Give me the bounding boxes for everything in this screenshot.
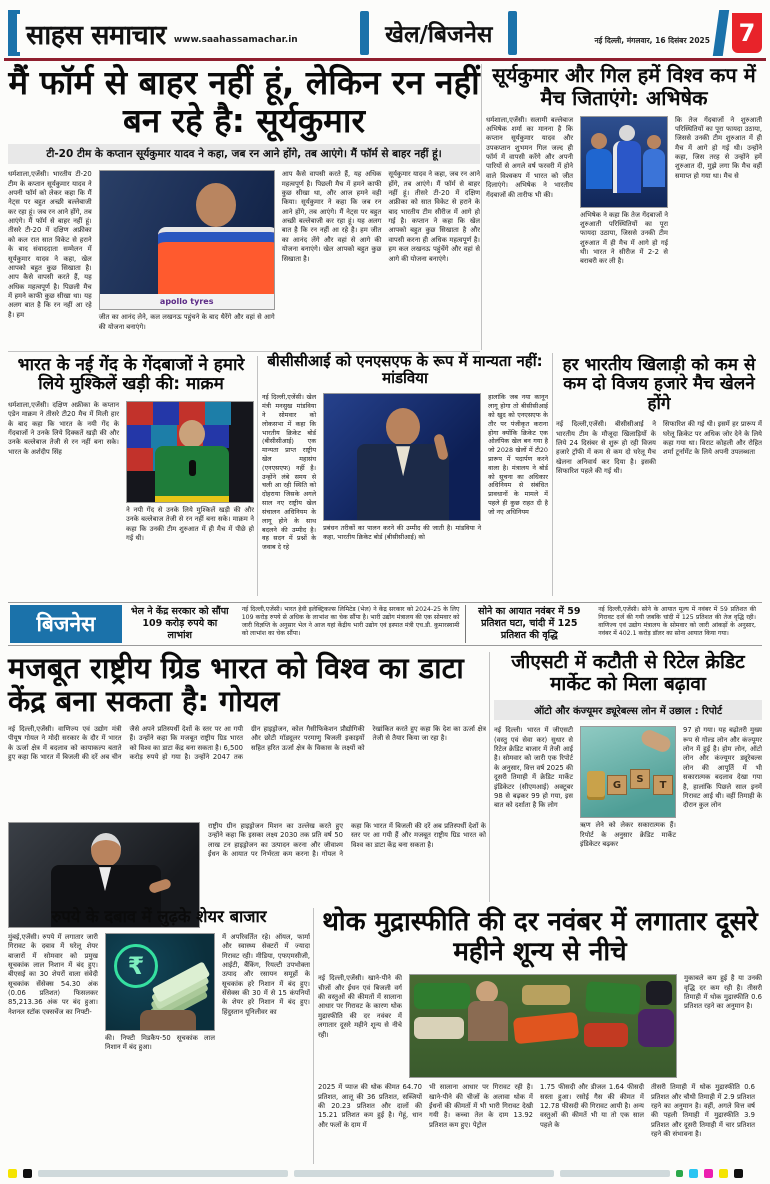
website-url: www.saahassamachar.in — [173, 35, 298, 45]
markram-headline: भारत के नई गेंद के गेंदबाजों ने हमारे लिये मुश्किलें खड़ी की: माक्रम — [17, 355, 245, 395]
dateline: नई दिल्ली, मंगलवार, 16 दिसंबर 2025 — [594, 36, 710, 45]
wpi-body-col1: नई दिल्ली,एजेंसी। खाने-पीने की चीजों और ईंधन एवं बिजली वर्ग की वस्तुओं की कीमतों में सालाना आधार पर गिरावट के कारण थोक मुद्रास्फीति की दर नवंबर में लगातार दूसरे महीने शून्य से नीचे रही। — [318, 974, 402, 1039]
abhishek-photo — [580, 116, 668, 208]
gst-photo-column — [580, 726, 676, 894]
article-goyal-grid — [8, 652, 486, 928]
markram-photo — [126, 401, 254, 503]
gst-standfirst: ऑटो और कंज्यूमर ड्यूरेबल्स लोन में उछाल : रिपोर्ट — [494, 700, 762, 720]
article-markram — [8, 356, 254, 573]
produce-tomatoes — [584, 1023, 628, 1047]
wpi-body-right: मुकाबले कम हुई है या उनकी वृद्धि दर कम रही है। तीसरी तिमाही में थोक मुद्रास्फीति 0.6 प्रतिशत रहने का अनुमान है। — [684, 974, 762, 1011]
boundary-board — [100, 294, 274, 309]
mandaviya-body — [262, 393, 548, 609]
masthead-divider-bar — [360, 11, 369, 55]
article-suryakumar-form — [8, 64, 480, 382]
hand — [639, 728, 673, 755]
player-face — [179, 420, 205, 448]
vendor-face — [476, 981, 498, 1003]
rupee-coin-icon: ₹ — [114, 944, 158, 988]
sponsor-tile — [153, 402, 179, 425]
sponsor-tile — [127, 402, 153, 425]
column-divider — [257, 356, 258, 596]
wpi-bottom — [318, 1083, 762, 1155]
sponsor-tile — [203, 425, 229, 448]
paper-name: साहस समाचार — [26, 19, 166, 51]
page-number-badge: 7 — [732, 13, 762, 53]
minister-face — [386, 408, 420, 446]
player-jersey — [613, 141, 641, 193]
produce-basket — [414, 1017, 464, 1039]
markram-body-col2: ने नयी गेंद से उनके लिये मुश्किलें खड़ी की और उनके बल्लेबाज तेजी से रन नहीं बना सके। माक्रम ने कहा कि उनकी टीम शुरुआत में ही मैच में पीछे हो गई थी। — [126, 505, 254, 542]
print-mark-yellow — [8, 1169, 17, 1178]
masthead-rule — [4, 58, 766, 61]
player-helmet — [619, 125, 635, 141]
article-share-market — [8, 908, 310, 1155]
gst-body-col2: ऋण लेने को लेकर सकारात्मक हैं। रिपोर्ट के अनुसार क्रेडिट मार्केट इंडिकेटर बढ़कर — [580, 821, 676, 849]
player-face — [196, 183, 236, 227]
lead-body-col1: धर्मशाला,एजेंसी। भारतीय टी-20 टीम के कप्तान सूर्यकुमार यादव ने अपनी फॉर्म को लेकर कहा कि मैं नेट्स पर बहुत अच्छी बल्लेबाजी कर रहा हूं। जब रन आने होंगे, तब आएंगे। मैं फॉर्म से बाहर नहीं हूं। तीसरे टी-20 में दक्षिण अफ्रीका को कल रात सात विकेट से हराने के बाद संवाददाता सम्मेलन में सूर्यकुमार यादव ने कहा, खेल आपको बहुत कुछ सिखाता है। आप कैसे वापसी करते हैं, यह अधिक महत्वपूर्ण है। पिछली मैच में हमने काफी कुछ सीखा था। यह अलग बात है कि रन नहीं आ रहे है। हम — [8, 170, 92, 319]
wpi-middle — [318, 974, 762, 1078]
business-section-label: बिजनेस — [10, 605, 122, 643]
lead-headline: मैं फॉर्म से बाहर नहीं हूं, लेकिन रन नहीं बन रहे है: सूर्यकुमार — [8, 63, 480, 140]
sponsor-tile — [127, 448, 153, 471]
markram-body-col1: धर्मशाला,एजेंसी। दक्षिण अफ्रीका के कप्तान एडेन माक्रम ने तीसरे टी20 मैच में मिली हार के बाद कहा कि भारत के नयी गेंद के गेंदबाजों ने उनके लिये दिक्कतें खड़ी की और उनके बल्लेबाज तेजी से रन नहीं बना सके। भारत के अर्शदीप सिंह — [8, 400, 119, 456]
mandaviya-photo — [323, 393, 481, 521]
wpi-bottom-col4: तीसरी तिमाही में थोक मुद्रास्फीति 0.6 प्रतिशत और चौथी तिमाही में 2.9 प्रतिशत रहने का अनुमान है। वहीं, अगले वित्त वर्ष की पहली तिमाही में मुद्रास्फीति 3.9 प्रतिशत और दूसरी तिमाही में चार प्रतिशत रहने की संभावना है। — [651, 1083, 755, 1139]
player-face — [647, 135, 661, 149]
abhishek-body-col2: अभिषेक ने कहा कि तेज गेंदबाजों ने शुरुआती परिस्थितियों का पूरा फायदा उठाया, जिससे उनकी टीम शुरुआत में ही मैच में आगे हो गई थी। भारत ने सीरीज में 2-2 से बराबरी कर ली है। — [580, 210, 668, 266]
article-wpi-inflation — [318, 908, 762, 1155]
market-body-col3: में अपरिवर्तित रहे। ऑयल, फार्मा और स्वास्थ्य सेक्टरों में ज्यादा गिरावट रही। मीडिया, एफएमसीजी, आईटी, बैंकिंग, रियल्टी उपभोक्ता उत्पाद और रसायन समूहों के सूचकांक हरे निशान में बंद हुए। सेंसेक्स की 30 में से 15 कंपनियों के शेयर हरे निशान में बंद हुए। हिंदुस्तान यूनिलीवर का — [221, 932, 310, 1016]
gst-headline: जीएसटी में कटौती से रिटेल क्रेडिट मार्केट को मिला बढ़ावा — [511, 651, 745, 695]
abhishek-photo-column — [580, 116, 668, 362]
business-briefs-band — [8, 602, 762, 646]
masthead-left-bracket — [8, 10, 20, 56]
brief1-headline: भेल ने केंद्र सरकार को सौंपा 109 करोड़ रुपये का लाभांश — [130, 606, 229, 641]
hazare-body-col2: सिफारिश की गई थी। इसमें हर प्रारूप में घरेलू क्रिकेट पर अधिक जोर देने के लिये कहा गया था। विराट कोहली और रोहित शर्मा टूर्नामेंट के लिये अपनी उपलब्धता — [663, 420, 762, 457]
lead-body-col3: आप कैसे वापसी करते हैं, यह अधिक महत्वपूर्ण है। पिछली मैच में हमने काफी कुछ सीखा था, और आज हमने वही किया। सूर्यकुमार ने कहा कि जब रन आने होंगे, तब आएंगे। मैं नेट्स पर बहुत अच्छी बल्लेबाजी कर रहा हूं। यह अलग बात है कि रन नहीं आ रहे है। हम जीत का आनंद लेंगे और वहां से आगे की योजना बनाएंगे। खेल आपको बहुत कुछ सिखाता है। — [281, 170, 382, 263]
column-divider — [552, 353, 553, 596]
player-jersey — [158, 227, 275, 297]
print-mark-bar — [294, 1170, 554, 1177]
market-photo-column — [105, 933, 215, 1155]
currency-notes-fan — [152, 961, 211, 1002]
goyal-body-side: राष्ट्रीय ग्रीन हाइड्रोजन मिशन का उल्लेख करते हुए उन्होंने कहा कि इसका लक्ष्य 2030 तक प्रति वर्ष 50 लाख टन हाइड्रोजन का उत्पादन करना और जीवाश्म ईंधन के आयात पर निर्भरता कम करना है। गोयल ने कहा कि भारत में बिजली की दरें अब प्रतिस्पर्धी देशों के स्तर पर आ गयी हैं और मजबूत राष्ट्रीय ग्रिड भारत को विश्व का डाटा केंद्र बना सकता है। — [208, 822, 486, 859]
market-body-col2: की। निफ्टी मिडकैप-50 सूचकांक लाल निशान में बंद हुआ। — [104, 1033, 215, 1052]
print-mark-yellow — [719, 1169, 728, 1178]
gst-cube-t: T — [653, 775, 673, 795]
hazare-body-col1: नई दिल्ली,एजेंसी। बीसीसीआई ने भारतीय टीम के मौजूदा खिलाड़ियों के लिये 24 दिसंबर से शुरू हो रही विजय हजारे ट्रॉफी में कम से कम दो घरेलू मैच खेलना अनिवार्य कर दिया है। इसकी सिफारिश पहले की गई थी। — [556, 420, 656, 475]
gst-blocks-photo — [580, 726, 676, 818]
masthead — [8, 10, 762, 56]
sponsor-tile — [151, 425, 177, 448]
wpi-headline: थोक मुद्रास्फीति की दर नवंबर में लगातार दूसरे महीने शून्य से नीचे — [322, 907, 758, 967]
market-headline: रुपये के दबाव में लुढ़के शेयर बाजार — [51, 907, 267, 926]
minister-face — [91, 833, 121, 867]
gst-cube-g: G — [607, 775, 627, 795]
gst-body-col1: नई दिल्ली। भारत में जीएसटी (वस्तु एवं सेवा कर) सुधार से रिटेल क्रेडिट बाजार में तेजी आई है। सोमवार को जारी एक रिपोर्ट के अनुसार, वित्त वर्ष 2025 की दूसरी तिमाही में क्रेडिट मार्केट इंडिकेटर (सीएमआई) अक्टूबर 98 से बढ़कर 99 हो गया, इस बात को दर्शाता है कि लोग — [494, 726, 573, 810]
markram-photo-column — [126, 401, 254, 573]
markram-body — [8, 401, 254, 573]
suryakumar-photo — [99, 170, 275, 310]
section-title: खेल/बिजनेस — [385, 22, 493, 48]
print-mark-cyan — [689, 1169, 698, 1178]
gst-cube-s: S — [630, 769, 650, 789]
column-divider — [313, 908, 314, 1164]
brief2-body: नई दिल्ली,एजेंसी। सोने के आयात मूल्य में नवंबर में 59 प्रतिशत की गिरावट दर्ज की गयी जबकि चांदी में 125 प्रतिशत की तेज वृद्धि रही। वाणिज्य एवं उद्योग मंत्रालय के सोमवार को जारी आंकड़ों के अनुसार, नवंबर में 402.1 करोड़ डॉलर का सोना आयात किया गया। — [598, 606, 756, 638]
hazare-body — [556, 420, 762, 578]
gst-body — [494, 726, 762, 894]
article-vijay-hazare — [556, 356, 762, 578]
print-mark-black — [734, 1169, 743, 1178]
print-registration-marks — [8, 1168, 762, 1179]
abhishek-body-col1: धर्मशाला,एजेंसी। सलामी बल्लेबाज अभिषेक शर्मा का मानना है कि कप्तान सूर्यकुमार यादव और उपकप्तान शुभमन गिल जल्द ही फॉर्म में वापसी करेंगे और अपनी पारियों से अगले वर्ष फरवरी में होने वाले विश्वकप में भारत को जीत दिलाएंगे। अभिषेक ने भारतीय गेंदबाजों की तारीफ भी की। — [486, 115, 573, 199]
print-mark-bar — [560, 1170, 670, 1177]
mandaviya-photo-caption: प्रबंधन तरीकों का पालन करने की उम्मीद की जाती है। मांडविया ने कहा, भारतीय क्रिकेट बोर्ड (बीसीसीआई) को — [323, 524, 482, 542]
produce-stall — [522, 985, 570, 1005]
masthead-right-ribbon — [713, 10, 729, 56]
abhishek-body-col3: कि तेज गेंदबाजों ने शुरुआती परिस्थितियों का पूरा फायदा उठाया, जिससे उनकी टीम शुरुआत में ही मैच में आगे हो गई थी। उन्होंने कहा, जिस तरह से उन्होंने हमें शुरुआत दी, मुझे लगा कि मैच वहीं समाप्त हो गया था। मैच से — [675, 115, 762, 180]
lead-standfirst: टी-20 टीम के कप्तान सूर्यकुमार यादव ने कहा, जब रन आने होंगे, तब आएंगे। मैं फॉर्म से बाहर नहीं हूं। — [8, 144, 480, 164]
mandaviya-body-col3: हालांकि जब नया कानून लागू होगा तो बीसीसीआई को खुद को एनएसएफ के तौर पर पंजीकृत कराना होगा क्योंकि क्रिकेट एक ओलंपिक खेल बन गया है जो 2028 खेलों में टी20 प्रारूप में पदार्पण करने वाला है। मंत्रालय ने बोर्ड को सूचना का अधिकार अधिनियम से संबंधित प्रावधानों के मामले में पहले ही कुछ राहत दी है जो नए अधिनियम — [488, 393, 548, 516]
produce-cucumbers — [414, 983, 470, 1009]
lead-body-col4: सूर्यकुमार यादव ने कहा, जब रन आने होंगे, तब आएंगे। मैं फॉर्म से बाहर नहीं हूं। तीसरे टी-20 में दक्षिण अफ्रीका को सात विकेट से हराने के बाद भारतीय टीम सीरीज में आगे हो गई है। कप्तान ने कहा कि खेल आपको बहुत कुछ सिखाता है और वापसी करना ही अधिक महत्वपूर्ण है। हम कल लखनऊ पहुंचेंगे और वहां से आगे की योजना बनाएंगे। — [388, 170, 480, 263]
column-divider — [481, 64, 482, 350]
masthead-divider-bar — [508, 11, 517, 55]
goyal-headline: मजबूत राष्ट्रीय ग्रिड भारत को विश्व का डाटा केंद्र बना सकता है: गोयल — [8, 651, 464, 719]
print-mark-green — [676, 1170, 683, 1177]
market-body — [8, 933, 310, 1155]
print-mark-magenta — [704, 1169, 713, 1178]
mandaviya-photo-column — [323, 393, 481, 609]
hand — [140, 1010, 196, 1030]
sponsor-tile — [127, 425, 151, 448]
shopper-silhouette — [646, 981, 672, 1005]
sponsor-tile — [205, 402, 231, 425]
market-body-col1: मुंबई,एजेंसी। रुपये में लगातार जारी गिरावट के दबाव में घरेलू शेयर बाजारों में सोमवार को प्रमुख सूचकांक लाल निशान में बंद हुए। बीएसई का 30 शेयरों वाला संवेदी सूचकांक सेंसेक्स 54.30 अंक (0.06 प्रतिशत) फिसलकर 85,213.36 अंक पर बंद हुआ। नेशनल स्टॉक एक्सचेंज का निफ्टी- — [8, 932, 98, 1016]
sponsor-text: apollo tyres — [159, 297, 214, 307]
microphone — [189, 460, 196, 476]
article-mandaviya — [262, 353, 548, 609]
player-jersey — [643, 149, 665, 187]
mandaviya-body-col1: नई दिल्ली,एजेंसी। खेल मंत्री मनसुख मांडविया ने सोमवार को लोकसभा में कहा कि भारतीय क्रिकेट बोर्ड (बीसीसीआई) एक मान्यता प्राप्त राष्ट्रीय खेल महासंघ (एनएसएफ) नहीं है। उन्होंने लंबे समय से चली आ रही स्थिति को दोहराया जिसके अगले साल नए राष्ट्रीय खेल संचालन अधिनियम के लागू होने के साथ बदलने की उम्मीद है। वह सदन में प्रश्नों के जवाब दे रहे — [262, 393, 317, 552]
abhishek-body — [486, 116, 762, 362]
rupee-money-photo — [105, 933, 215, 1031]
wpi-bottom-col1: 2025 में प्याज की थोक कीमत 64.70 प्रतिशत, आलू की 36 प्रतिशत, सब्जियों की 20.23 प्रतिशत और दालों की 15.21 प्रतिशत कम हुई है। गेहूं, धान और फलों के दाम में — [318, 1083, 422, 1129]
goyal-body-top: नई दिल्ली,एजेंसी। वाणिज्य एवं उद्योग मंत्री पीयूष गोयल ने मोदी सरकार के दौर में भारत के ऊर्जा क्षेत्र में बदलाव को कायाकल्प बताते हुए कहा कि भारत में बिजली की दरें अब चीन जैसे अपने प्रतिस्पर्धी देशों के स्तर पर आ गयी हैं। उन्होंने कहा कि मजबूत राष्ट्रीय ग्रिड भारत को विश्व का डाटा केंद्र बना सकता है। 6,500 करोड़ रुपये हो गया है। उन्होंने 2047 तक ग्रीन हाइड्रोजन, कोल गैसीफिकेशन प्रौद्योगिकी और छोटी मॉड्यूलर परमाणु बिजली इकाइयों सहित हरित ऊर्जा क्षेत्र के विकास के लक्ष्यों को रेखांकित करते हुए कहा कि देश का ऊर्जा क्षेत्र तेजी से तैयार किया जा रहा है। — [8, 725, 486, 762]
column-divider — [489, 652, 490, 902]
produce-carrots — [513, 1012, 579, 1045]
wpi-bottom-col2: भी सालाना आधार पर गिरावट रही है। खाने-पीने की चीजों के अलावा थोक में ईंधनों की कीमतों में भी भारी गिरावट देखी गयी है। कच्चा तेल के दाम 13.92 प्रतिशत कम हुए। पेट्रोल — [429, 1083, 533, 1129]
hazare-headline: हर भारतीय खिलाड़ी को कम से कम दो विजय हजारे मैच खेलने होंगे — [562, 355, 756, 414]
wpi-bottom-col3: 1.75 फीसदी और डीजल 1.64 फीसदी सस्ता हुआ। रसोई गैस की कीमत में 12.78 फीसदी की गिरावट आयी है। अन्य वस्तुओं की कीमतें भी या तो एक साल पहले के — [540, 1083, 644, 1129]
article-gst-retail-credit — [494, 652, 762, 894]
mandaviya-headline: बीसीसीआई को एनएसएफ के रूप में मान्यता नहीं: मांडविया — [267, 352, 543, 388]
print-mark-black — [23, 1169, 32, 1178]
player-face — [591, 133, 607, 149]
vegetable-market-photo — [409, 974, 677, 1078]
player-jersey — [586, 149, 612, 189]
produce-greens — [585, 981, 641, 1015]
gst-cubes — [607, 775, 673, 795]
lead-body-below-photo: जीत का आनंद लेने, कल लखनऊ पहुंचने के बाद थैरेंगे और वहां से आगे की योजना बनाएंगे। — [98, 313, 275, 331]
gst-body-col3: 97 हो गया। यह बढ़ोतरी मुख्य रूप से गोल्ड लोन और कंज्यूमर लोन में हुई है। होम लोन, ऑटो लोन और कंज्यूमर ड्यूरेबल्स लोन की आपूर्ति में भी सकारात्मक बदलाव देखा गया है, हालांकि पिछले साल इनमें गिरावट आई थी। वहीं तिमाही के दौरान कुल लोन — [683, 726, 762, 810]
article-abhishek — [486, 64, 762, 362]
brief1-body: नई दिल्ली,एजेंसी। भारत हेवी इलेक्ट्रिकल्स लिमिटेड (भेल) ने केंद्र सरकार को 2024-25 के लिए 109 करोड़ रुपये से अधिक के लाभांश का चेक सौंपा है। भारी उद्योग मंत्रालय की एक सोमवार को जारी विज्ञप्ति के अनुसार भेल ने आज यहां केंद्रीय भारी उद्योग एवं इस्पात मंत्री एच.डी. कुमारस्वामी को लाभांश का चेक सौंपा। — [241, 606, 460, 638]
abhishek-headline: सूर्यकुमार और गिल हमें विश्व कप में मैच जिताएंगे: अभिषेक — [492, 63, 756, 110]
vendor-body — [468, 1001, 508, 1041]
coin-stack — [587, 771, 605, 797]
brief2-headline: सोने का आयात नवंबर में 59 प्रतिशत घटा, चांदी में 125 प्रतिशत की वृद्धि — [478, 606, 581, 641]
produce-brinjals — [638, 1009, 674, 1047]
print-mark-bar — [38, 1170, 288, 1177]
